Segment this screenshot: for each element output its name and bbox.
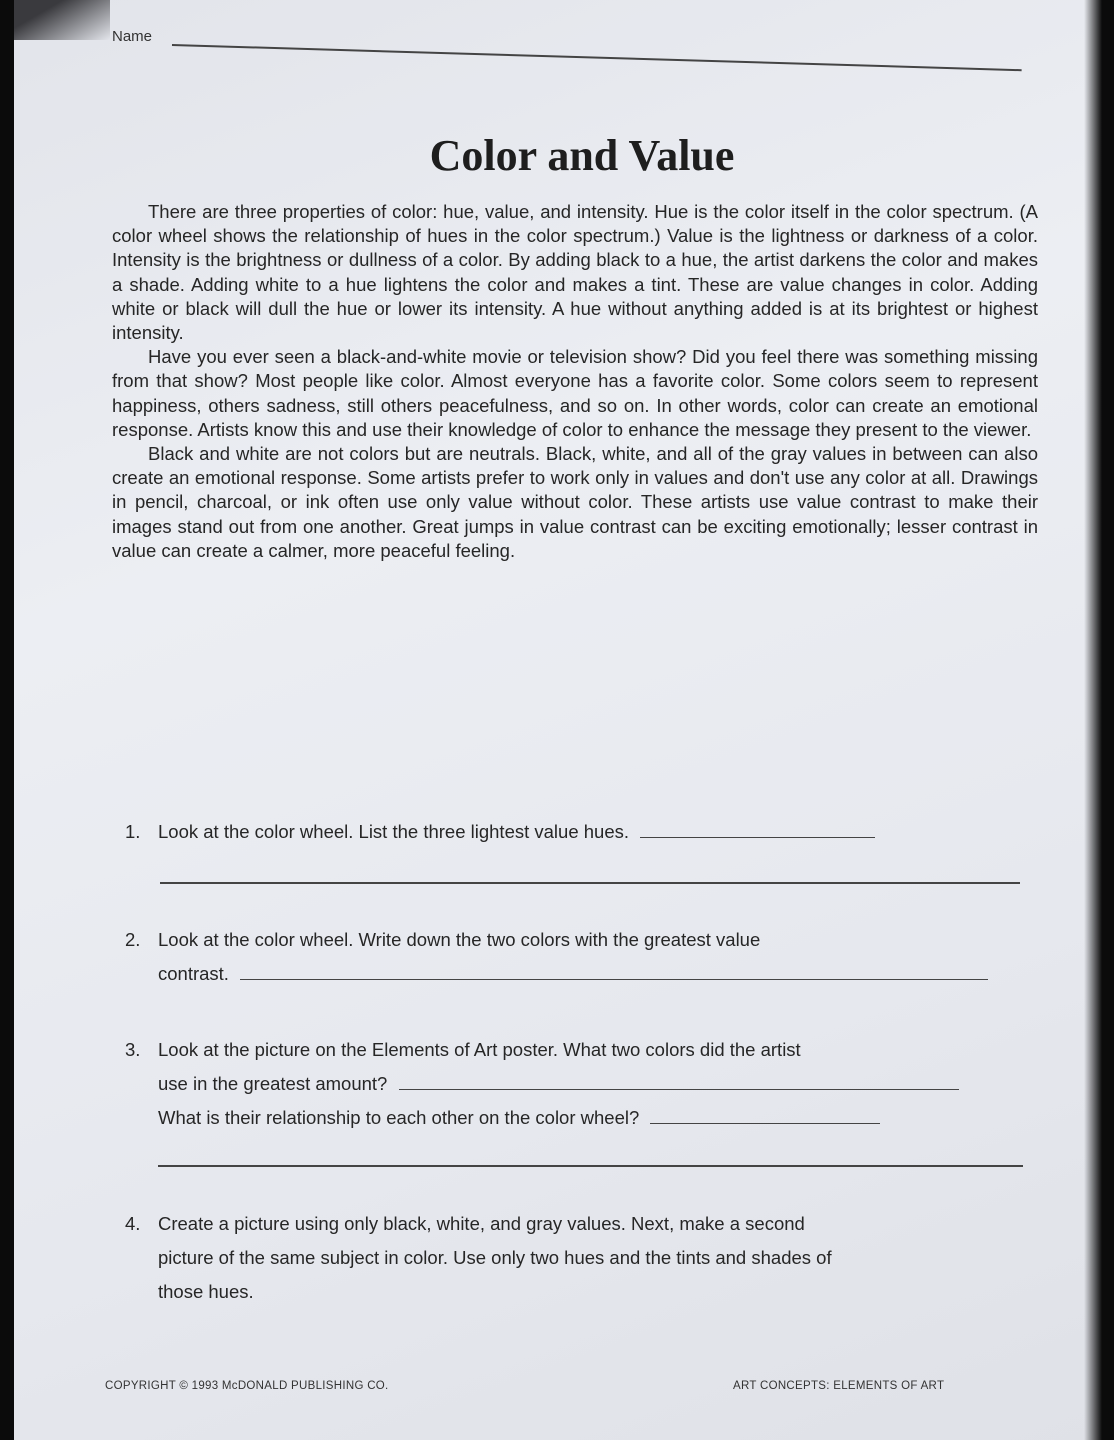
corner-shadow [0,0,110,40]
name-row [112,28,1017,76]
question-text-cont: picture of the same subject in color. Use only two hues and the tints and shades of [158,1247,832,1268]
question-number: 3. [125,1039,141,1060]
question-text: Look at the picture on the Elements of Art poster. What two colors did the artist [158,1039,801,1060]
question-text-cont: use in the greatest amount? [158,1073,388,1094]
question-4 [125,1207,1035,1309]
question-3 [125,1033,1035,1135]
page-title: Color and Value [429,131,735,180]
answer-blank[interactable] [640,837,875,839]
answer-blank[interactable] [399,1089,959,1091]
footer-copyright: COPYRIGHT © 1993 McDONALD PUBLISHING CO. [105,1380,389,1392]
question-text: Create a picture using only black, white, and gray values. Next, make a second [158,1213,805,1234]
right-edge [1084,0,1114,1440]
answer-line-1b[interactable] [160,882,1020,884]
question-text-sub: What is their relationship to each other on the color wheel? [158,1107,640,1128]
body-text [112,200,1038,563]
paragraph-3: Black and white are not colors but are neutrals. Black, white, and all of the gray values in between can also create an emotional response. Some artists prefer to work only in values and don't use any color at all. Drawings in pencil, charcoal, or ink often use only value without color. These artists use value contrast to make their images stand out from one another. Great jumps in value contrast can be exciting emotionally; lesser contrast in value can create a calmer, more peaceful feeling. [112,443,1038,561]
paragraph-2: Have you ever seen a black-and-white movie or television show? Did you feel there was something missing from that show? Most people like color. Almost everyone has a favorite color. Some colors seem to represent happiness, others sadness, still others peacefulness, and so on. In other words, color can create an emotional response. Artists know this and use their knowledge of color to enhance the message they present to the viewer. [112,346,1038,440]
footer-series: ART CONCEPTS: ELEMENTS OF ART [733,1380,945,1392]
answer-blank[interactable] [650,1123,880,1125]
question-number: 4. [125,1213,141,1234]
question-text-end: those hues. [158,1281,254,1302]
left-edge [0,0,14,1440]
question-number: 2. [125,929,141,950]
name-blank-line[interactable] [172,44,1022,71]
question-text-cont: contrast. [158,963,229,984]
question-text: Look at the color wheel. Write down the two colors with the greatest value [158,929,761,950]
name-label: Name [112,28,153,45]
paragraph-1: There are three properties of color: hue, value, and intensity. Hue is the color itself in the color spectrum. (A color wheel shows the relationship of hues in the color spectrum.) Value is the lightness or darkness of a color. Intensity is the brightness or dullness of a color. By adding black to a hue, the artist darkens the color and makes a shade. Adding white to a hue lightens the color and makes a tint. These are value changes in color. Adding white or black will dull the hue or lower its intensity. A hue without anything added is at its brightest or highest intensity. [112,201,1038,344]
answer-blank[interactable] [240,979,988,981]
question-2 [125,923,1035,991]
answer-line-3b[interactable] [158,1165,1023,1167]
question-1 [125,815,1035,849]
question-number: 1. [125,821,141,842]
question-text: Look at the color wheel. List the three lightest value hues. [158,821,630,842]
